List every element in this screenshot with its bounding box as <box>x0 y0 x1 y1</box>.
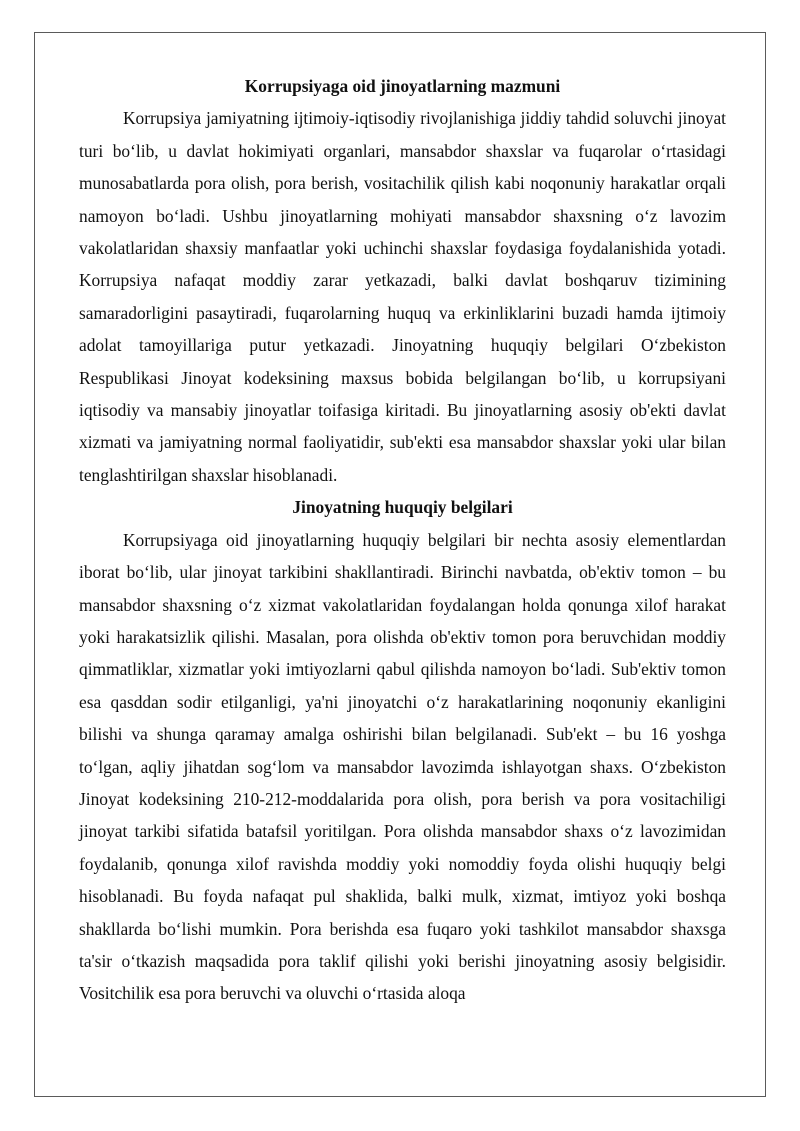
section-heading: Jinoyatning huquqiy belgilari <box>292 497 513 518</box>
document-body <box>79 70 726 1010</box>
paragraph-intro: Korrupsiya jamiyatning ijtimoiy-iqtisodiy rivojlanishiga jiddiy tahdid soluvchi jinoyat turi bo‘lib, u davlat hokimiyati organlari, mansabdor shaxslar va fuqarolar o‘rtasidagi munosabatlarda pora olish, pora berish, vositachilik qilish kabi noqonuniy harakatlar orqali namoyon bo‘ladi. Ushbu jinoyatlarning mohiyati mansabdor shaxsning o‘z lavozim vakolatlaridan shaxsiy manfaatlar yoki uchinchi shaxslar foydasiga foydalanishida yotadi. Korrupsiya nafaqat moddiy zarar yetkazadi, balki davlat boshqaruv tizimining samaradorligini pasaytiradi, fuqarolarning huquq va erkinliklarini buzadi hamda ijtimoiy adolat tamoyillariga putur yetkazadi. Jinoyatning huquqiy belgilari O‘zbekiston Respublikasi Jinoyat kodeksining maxsus bobida belgilangan bo‘lib, u korrupsiyani iqtisodiy va mansabiy jinoyatlar toifasiga kiritadi. Bu jinoyatlarning asosiy ob'ekti davlat xizmati va jamiyatning normal faoliyatidir, sub'ekti esa mansabdor shaxslar yoki ular bilan tenglashtirilgan shaxslar hisoblanadi. <box>79 108 726 485</box>
paragraph-legal-features: Korrupsiyaga oid jinoyatlarning huquqiy belgilari bir nechta asosiy elementlardan iborat bo‘lib, ular jinoyat tarkibini shakllantiradi. Birinchi navbatda, ob'ektiv tomon – bu mansabdor shaxsning o‘z xizmat vakolatlaridan foydalangan holda qonunga xilof harakat yoki harakatsizlik qilishi. Masalan, pora olishda ob'ektiv tomon pora beruvchidan moddiy qimmatliklar, xizmatlar yoki imtiyozlarni qabul qilishda namoyon bo‘ladi. Sub'ektiv tomon esa qasddan sodir etilganligi, ya'ni jinoyatchi o‘z harakatlarining noqonuniy ekanligini bilishi va shunga qaramay amalga oshirishi bilan belgilanadi. Sub'ekt – bu 16 yoshga to‘lgan, aqliy jihatdan sog‘lom va mansabdor lavozimda ishlayotgan shaxs. O‘zbekiston Jinoyat kodeksining 210-212-moddalarida pora olish, pora berish va pora vositachiligi jinoyat tarkibi sifatida batafsil yoritilgan. Pora olishda mansabdor shaxs o‘z lavozimidan foydalanib, qonunga xilof ravishda moddiy yoki nomoddiy foyda olishi huquqiy belgi hisoblanadi. Bu foyda nafaqat pul shaklida, balki mulk, xizmat, imtiyoz yoki boshqa shakllarda bo‘lishi mumkin. Pora berishda esa fuqaro yoki tashkilot mansabdor shaxsga ta'sir o‘tkazish maqsadida pora taklif qilishi yoki berishi jinoyatning asosiy belgisidir. Vositchilik esa pora beruvchi va oluvchi o‘rtasida aloqa <box>79 529 726 1004</box>
document-title: Korrupsiyaga oid jinoyatlarning mazmuni <box>244 76 561 96</box>
